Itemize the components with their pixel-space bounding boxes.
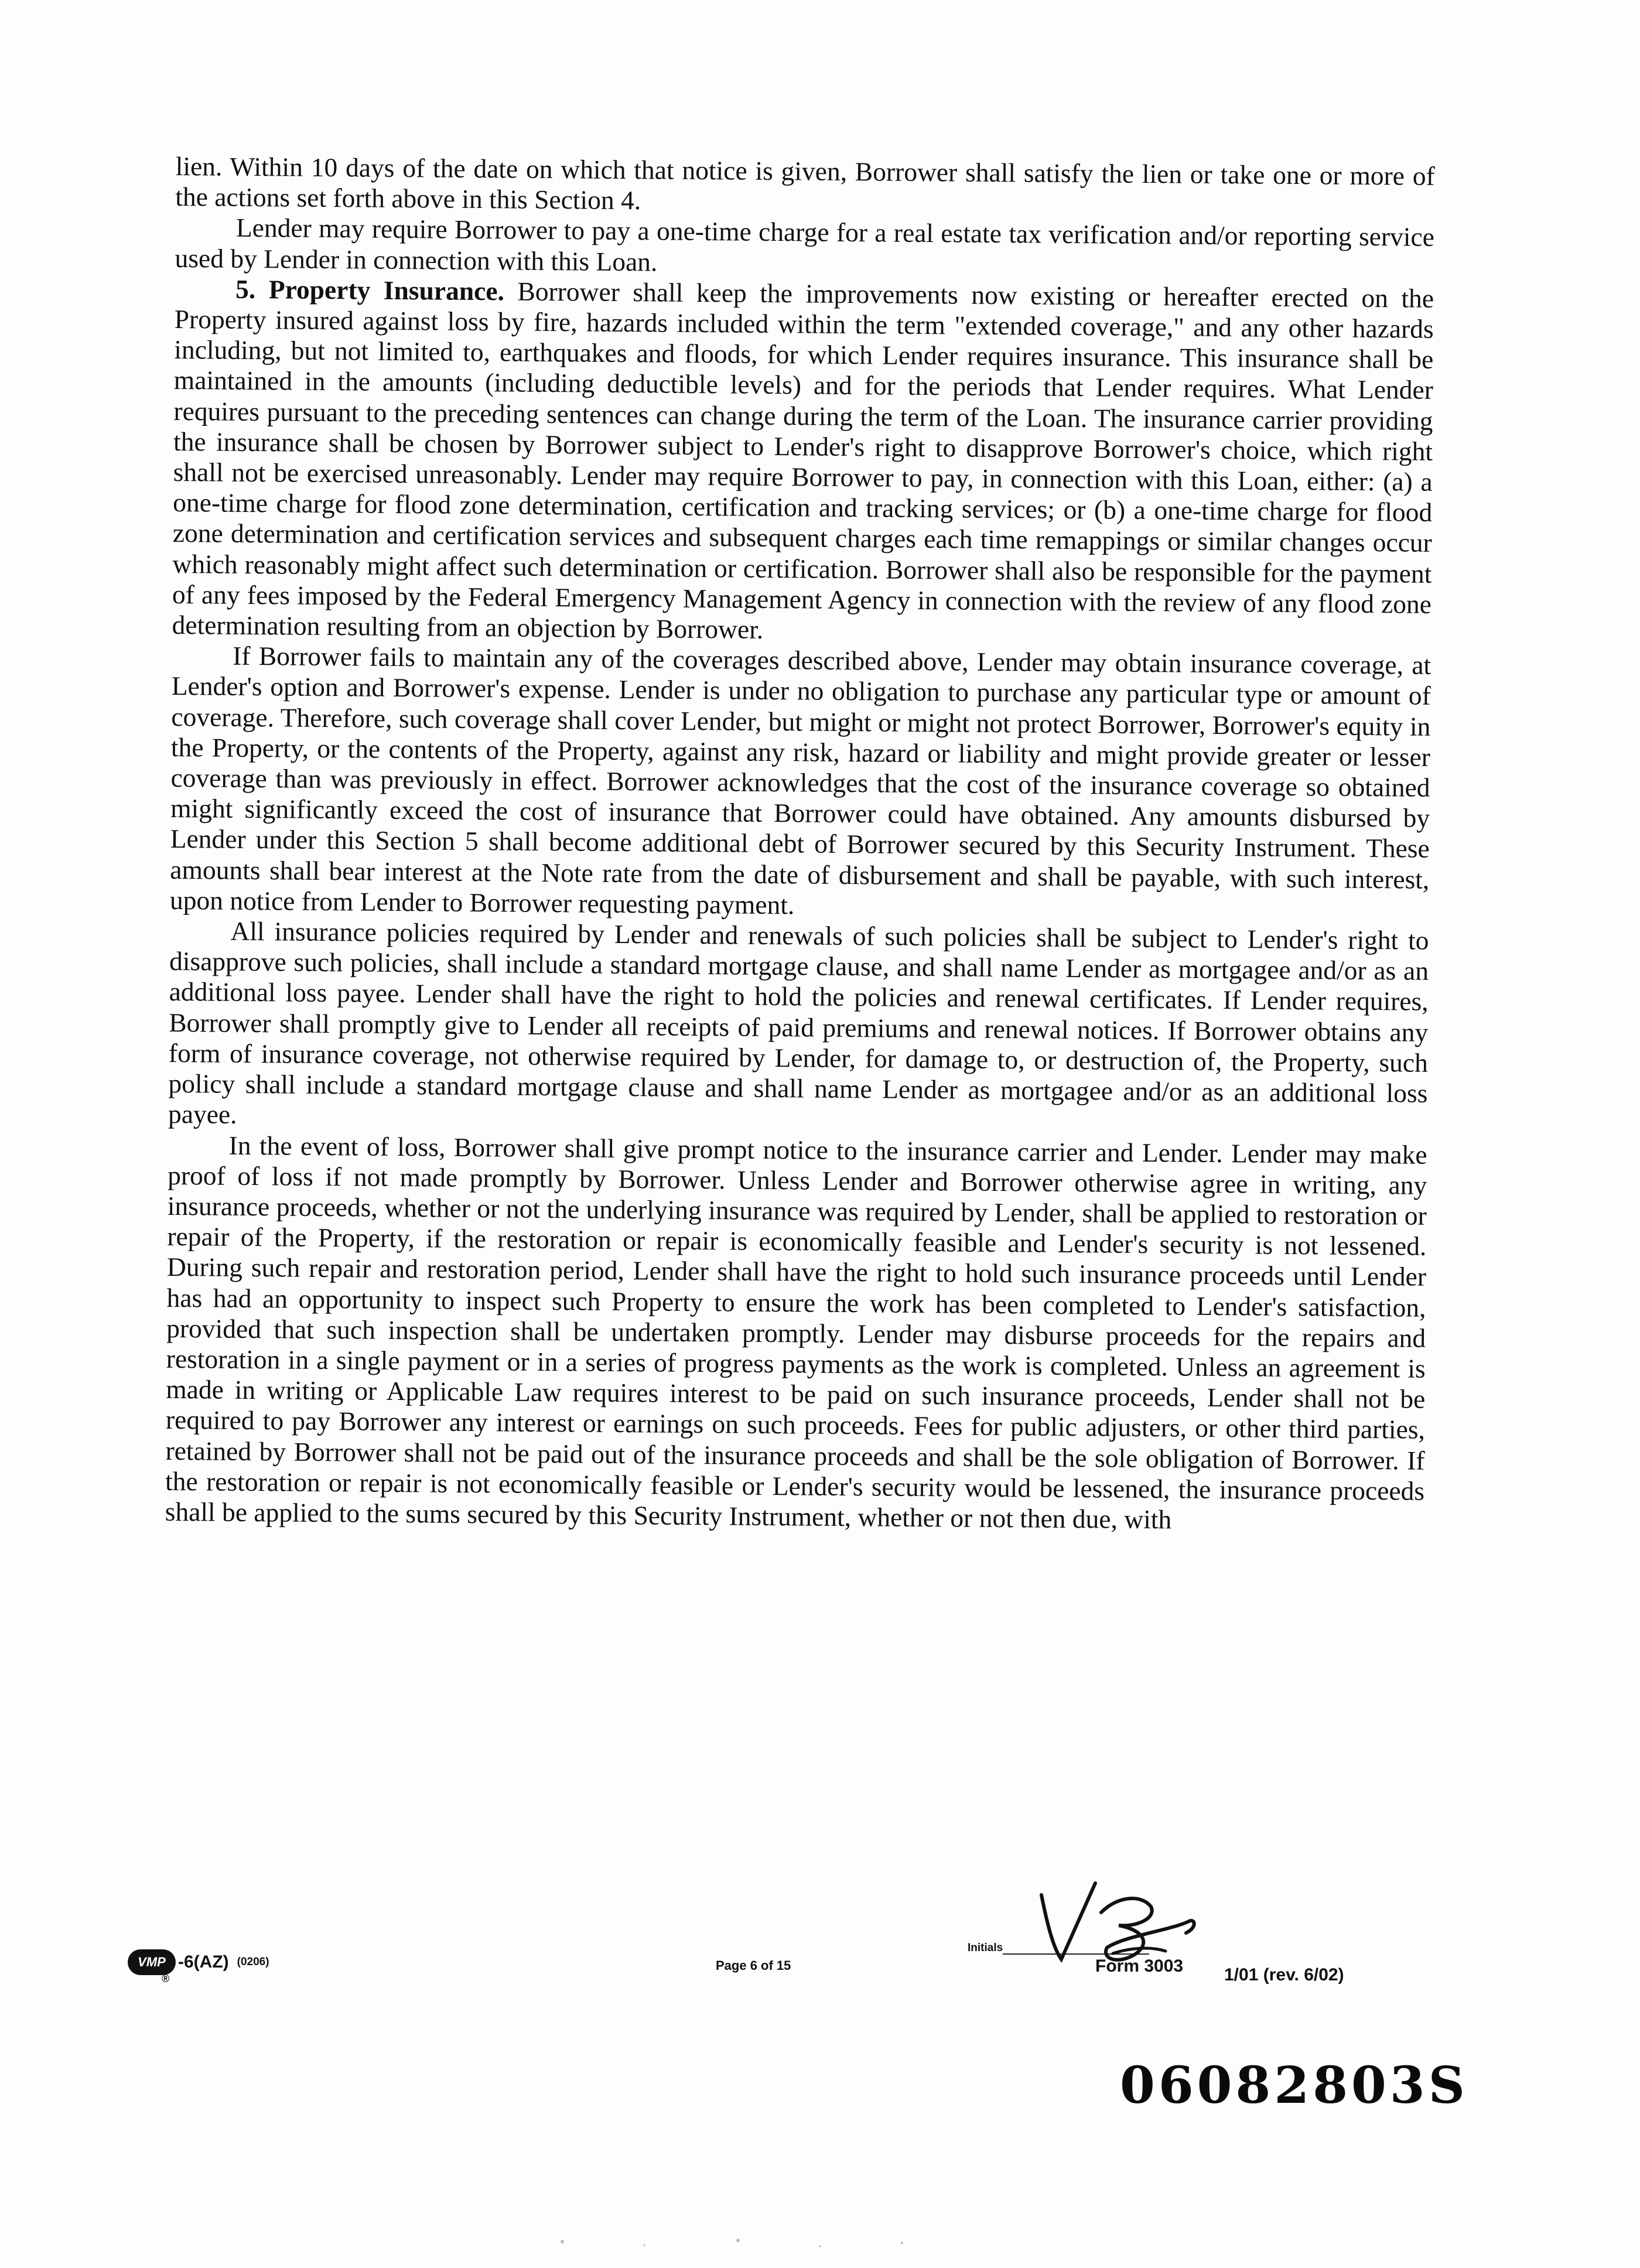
footer-form-id xyxy=(128,1949,269,1984)
paragraph-tax-verification: Lender may require Borrower to pay a one-time charge for a real estate tax verification and/or reporting service used by Lender in connection with this Loan. xyxy=(175,213,1435,277)
form-code: -6(AZ) xyxy=(178,1952,229,1972)
section-5-title: 5. Property Insurance. xyxy=(235,274,505,306)
document-number: 06082803S xyxy=(1120,2056,1468,2115)
registered-mark: ® xyxy=(162,1973,170,1984)
initials-label: Initials xyxy=(968,1942,1003,1954)
paragraph-property-insurance xyxy=(172,274,1434,650)
paragraph-event-of-loss: In the event of loss, Borrower shall give prompt notice to the insurance carrier and Lender. Lender may make proof of loss if not made promptly by Borrower. Unless Lender and Borrower otherwise agree in writing, any insurance proceeds, whether or not the underlying insurance was required by Lender, shall be applied to restoration or repair of the Property, if the restoration or repair is economically feasible and Lender's security is not lessened. During such repair and restoration period, Lender shall have the right to hold such insurance proceeds until Lender has had an opportunity to inspect such Property to ensure the work has been completed to Lender's satisfaction, provided that such inspection shall be undertaken promptly. Lender may disburse proceeds for the repairs and restoration in a single payment or in a series of progress payments as the work is completed. Unless an agreement is made in writing or Applicable Law requires interest to be paid on such insurance proceeds, Lender shall not be required to pay Borrower any interest or earnings on such proceeds. Fees for public adjusters, or other third parties, retained by Borrower shall not be paid out of the insurance proceeds and shall be the sole obligation of Borrower. If the restoration or repair is not economically feasible or Lender's security would be lessened, the insurance proceeds shall be applied to the sums secured by this Security Instrument, whether or not then due, with xyxy=(165,1130,1427,1535)
form-number: Form 3003 xyxy=(1095,1956,1184,1976)
paragraph-coverage-failure: If Borrower fails to maintain any of the coverages described above, Lender may obtain insurance coverage, at Lender's option and Borrower's expense. Lender is under no obligation to purchase any particular type or amount of coverage. Therefore, such coverage shall cover Lender, but might or might not protect Borrower, Borrower's equity in the Property, or the contents of the Property, against any risk, hazard or liability and might provide greater or lesser coverage than was previously in effect. Borrower acknowledges that the cost of the insurance coverage so obtained might significantly exceed the cost of insurance that Borrower could have obtained. Any amounts disbursed by Lender under this Section 5 shall become additional debt of Borrower secured by this Security Instrument. These amounts shall bear interest at the Note rate from the date of disbursement and shall be payable, with such interest, upon notice from Lender to Borrower requesting payment. xyxy=(169,641,1431,920)
body-text xyxy=(165,151,1435,1537)
page-number: Page 6 of 15 xyxy=(716,1958,791,1973)
vmp-logo-text: VMP xyxy=(138,1955,166,1969)
vmp-logo xyxy=(128,1949,176,1984)
section-5-text: Borrower shall keep the improvements now existing or hereafter erected on the Property insured against loss by fire, hazards included within the term "extended coverage," and any other hazards including, but not limited to, earthquakes and floods, for which Lender requires insurance. This insurance shall be maintained in the amounts (including deductible levels) and for the periods that Lender requires. What Lender requires pursuant to the preceding sentences can change during the term of the Loan. The insurance carrier providing the insurance shall be chosen by Borrower subject to Lender's right to disapprove Borrower's choice, which right shall not be exercised unreasonably. Lender may require Borrower to pay, in connection with this Loan, either: (a) a one-time charge for flood zone determination, certification and tracking services; or (b) a one-time charge for flood zone determination and certification services and subsequent charges each time remappings or similar changes occur which reasonably might affect such determination or certification. Borrower shall also be responsible for the payment of any fees imposed by the Federal Emergency Management Agency in connection with the review of any flood zone determination resulting from an objection by Borrower. xyxy=(172,276,1434,644)
form-revision: 1/01 (rev. 6/02) xyxy=(1224,1965,1344,1984)
paragraph-insurance-policies: All insurance policies required by Lender and renewals of such policies shall be subject to Lender's right to disapprove such policies, shall include a standard mortgage clause, and shall name Lender as mortgagee and/or as an additional loss payee. Lender shall have the right to hold the policies and renewal certificates. If Lender requires, Borrower shall promptly give to Lender all receipts of paid premiums and renewal notices. If Borrower obtains any form of insurance coverage, not otherwise required by Lender, for damage to, or destruction of, the Property, such policy shall include a standard mortgage clause and shall name Lender as mortgagee and/or as an additional loss payee. xyxy=(168,916,1429,1130)
scan-artifacts xyxy=(492,2235,961,2252)
form-date-code: (0206) xyxy=(237,1956,269,1968)
paragraph-lien-cont: lien. Within 10 days of the date on which that notice is given, Borrower shall satisfy the lien or take one or more of the actions set forth above in this Section 4. xyxy=(175,151,1435,216)
